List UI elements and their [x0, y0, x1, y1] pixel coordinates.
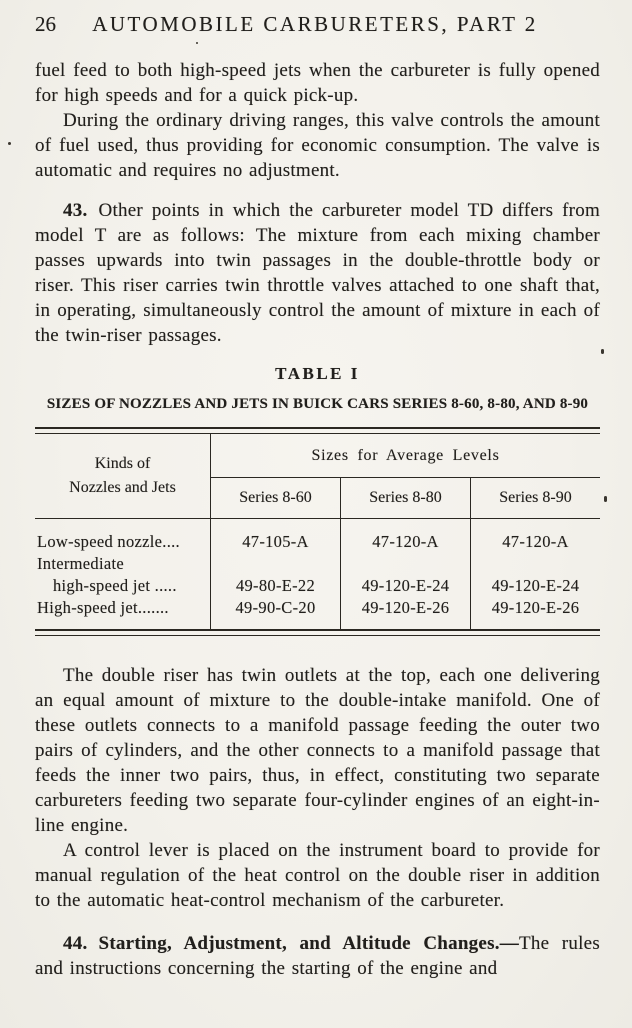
cell-value: 49-90-C-20 [235, 598, 316, 617]
table-body [35, 519, 600, 629]
row-label-low-speed-nozzle: Low-speed nozzle.... [37, 532, 180, 551]
cell-value: 49-120-E-24 [491, 576, 580, 595]
values-column-series-8-90 [470, 519, 600, 629]
table-header-right [211, 434, 600, 518]
running-title: AUTOMOBILE CARBURETERS, PART 2 [92, 12, 538, 36]
cell-value: 47-120-A [372, 532, 439, 551]
paragraph-double-riser: The double riser has twin outlets at the top, each one delivering an equal amount of mixture to the double-intake manifold. One of these outlets connects to a manifold passage feeding the outer two pairs of cylinders, and the other connects to a manifold passage that feeds the inner two pairs, thus, in effect, constituting two separate carbureters feeding two separate four-cylinder engines of an eight-in-line engine. [35, 665, 600, 836]
cell-value: 49-120-E-26 [491, 598, 580, 617]
section-44-number: 44. [63, 933, 88, 954]
column-header-series-8-90: Series 8-90 [470, 478, 600, 518]
paragraph-valve-auto: During the ordinary driving ranges, this valve controls the amount of fuel used, thus providing for economic consumption. The valve is automatic and requires no adjustment. [35, 110, 600, 181]
series-header-row [211, 478, 600, 518]
section-44-paragraph [35, 931, 600, 981]
values-column-series-8-80 [340, 519, 470, 629]
nozzles-jets-table [35, 427, 600, 636]
section-44-heading: Starting, Adjustment, and Altitude Changes.— [98, 933, 520, 954]
column-header-series-8-60: Series 8-60 [239, 489, 312, 506]
cell-value: 47-105-A [242, 532, 309, 551]
scan-speck [8, 142, 11, 145]
page-number: 26 [35, 12, 56, 36]
scan-speck [604, 496, 607, 502]
cell-value-empty [471, 553, 600, 575]
table-stub-header [35, 434, 211, 518]
row-labels-column [35, 519, 211, 629]
table-title: TABLE I [275, 364, 360, 383]
values-column-series-8-60 [211, 519, 340, 629]
cell-value-empty [211, 553, 340, 575]
table-subtitle: SIZES OF NOZZLES AND JETS IN BUICK CARS SERIES 8-60, 8-80, AND 8-90 [46, 396, 589, 412]
section-43-paragraph [35, 198, 600, 348]
scan-speck [601, 349, 604, 354]
section-43-text: Other points in which the carbureter model TD differs from model T are as follows: The mixture from each mixing chamber passes upwards into twin passages in the double-throttle body or riser. This riser carries twin throttle valves attached to one shaft that, in operating, simultaneously control the amount of mixture in each of the twin-riser passages. [35, 200, 600, 346]
stub-header-line1: Kinds of [94, 455, 151, 472]
row-label-intermediate-high-speed-jet: high-speed jet ..... [53, 576, 177, 595]
paragraph-continuation: fuel feed to both high-speed jets when the carbureter is fully opened for high speeds and for a quick pick-up. [35, 60, 600, 106]
cell-value: 47-120-A [502, 532, 569, 551]
section-44-text: The rules and instructions concerning the starting of the engine and [35, 933, 600, 979]
table-header [35, 434, 600, 518]
section-43-number: 43. [63, 200, 88, 221]
stub-header-line2: Nozzles and Jets [69, 479, 176, 496]
column-header-series-8-80: Series 8-80 [340, 478, 470, 518]
cell-value: 49-120-E-24 [361, 576, 450, 595]
page-header [35, 12, 600, 42]
table-1-block [35, 364, 600, 636]
table-top-rule [35, 427, 600, 434]
scan-speck [196, 42, 198, 44]
cell-value-empty [341, 553, 470, 575]
cell-value: 49-120-E-26 [361, 598, 450, 617]
row-label-intermediate: Intermediate [37, 554, 124, 573]
table-bottom-rule [35, 629, 600, 636]
table-group-header: Sizes for Average Levels [311, 446, 500, 464]
cell-value: 49-80-E-22 [235, 576, 316, 595]
row-label-high-speed-jet: High-speed jet....... [37, 598, 169, 617]
paragraph-control-lever: A control lever is placed on the instrument board to provide for manual regulation of the heat control on the double riser in addition to the automatic heat-control mechanism of the carbureter. [35, 840, 600, 911]
